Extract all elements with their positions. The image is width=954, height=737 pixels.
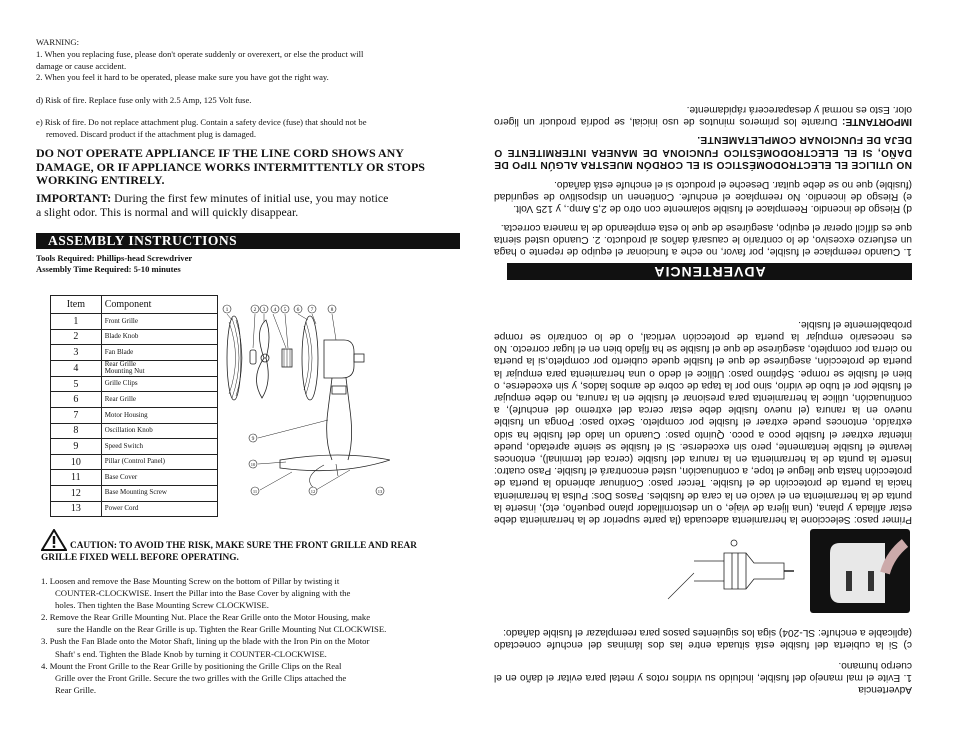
callout-1: [223, 305, 231, 313]
important-text: During the first few minutes of initial use, you may notice: [111, 191, 389, 205]
component-name: Motor Housing: [101, 407, 217, 423]
fan-blade-shape: [256, 320, 269, 398]
warning-line: damage or cause accident.: [36, 60, 127, 71]
plug-fuse-diagram: [664, 533, 794, 609]
advertencia-block-1: [494, 626, 912, 695]
table-row: [51, 314, 218, 330]
advertencia-title-bar: ADVERTENCIA: [507, 263, 912, 280]
svg-text:11: 11: [252, 489, 258, 494]
risk-e-line: removed. Discard product if the attachment plug is damaged.: [46, 128, 257, 139]
do-not-operate-warning: [36, 147, 466, 188]
no-utilice-warning: NO UTILICE EL ELECTRODOMÉSTICO SI EL CORDÓN MUESTRA ALGÚN TIPO DE DAÑO, SI EL ELECTRODOMÉSTICO FUNCIONA DE MANERA INTERMITENTE O DEJA DE FUNCIONAR COMPLETAMENTE.: [494, 134, 912, 170]
step-line: 3. Push the Fan Blade onto the Motor Shaft, lining up the blade with the Iron Pin on the Motor: [41, 636, 370, 647]
item-number: 5: [51, 376, 102, 392]
step-line: COUNTER-CLOCKWISE. Insert the Pillar into the Base Cover by aligning with the: [55, 588, 351, 599]
item-number: 6: [51, 392, 102, 408]
paragraph-e: e) Riesgo de incendio. No reemplace el enchufe. Contienen un dispositivo de seguridad (fusible) que no se debe quitar. Deseche el producto si el enchufe está dañado.: [494, 178, 912, 203]
step-line: Rear Grille.: [55, 684, 97, 695]
base-shape: [280, 455, 390, 471]
component-table: [50, 295, 218, 517]
component-name: Power Cord: [101, 501, 217, 517]
component-name: Blade Knob: [101, 329, 217, 345]
caution-line-2: GRILLE FIXED WELL BEFORE OPERATING.: [41, 553, 239, 563]
motor-housing-shape: [324, 340, 354, 378]
svg-text:10: 10: [250, 462, 256, 467]
component-name: Speed Switch: [101, 439, 217, 455]
step-line: Grille over the Front Grille. Secure the two grilles with the Grille Clips attached the: [55, 672, 347, 683]
plug-photo-image: [810, 529, 910, 613]
do-not-operate-line: DO NOT OPERATE APPLIANCE IF THE LINE CORD SHOWS ANY: [36, 146, 404, 160]
callout-8: [328, 305, 336, 313]
callout-4: [271, 305, 279, 313]
item-number: 12: [51, 485, 102, 501]
risk-e-block: [36, 117, 456, 141]
callout-2: [251, 305, 259, 313]
callout-5: [281, 305, 289, 313]
svg-text:6: 6: [296, 307, 300, 313]
component-name: Rear Grille Mounting Nut: [101, 360, 217, 376]
warning-line: 2. When you feel it hard to be operated, please make sure you have got the right way.: [36, 72, 329, 83]
warning-triangle-icon: [41, 529, 67, 551]
tools-required: Tools Required: Phillips-head Screwdriver: [36, 253, 193, 263]
table-row: [51, 392, 218, 408]
callout-9: [249, 434, 257, 442]
step-line: holes. Then tighten the Base Mounting Screw CLOCKWISE.: [55, 600, 269, 611]
replacement-steps-es: Primer paso: Seleccione la herramienta adecuada (la parte superior de la herramienta debe estar afilada y plana, (una lijera de viaje, o un destornillador plano pequeño, etc), inserte la punta de la herramienta en el vacío en la cara de fusibles. Pasos Dos: Pulsa la herramienta hacia la puerta de protección de el fusible. Tercer paso: Continuar abriendo la puerta de protección hasta que llegue el tope, a continuación, usted encontrará el fusible. Paso cuatro: Inserte la punta de la herramienta en la ranura del fusible (cerca del terminal), entonces levante el fusible lentamente, pero sin excederse. Si el fusible se siente apretado, puede intentar extraer el fusible poco a poco. Quinto paso: Cuando un lado del fusible ha sido extraído, entonces puede extraer el fusible por completo. Sexto paso: Ponga un fusible nuevo en la ranura (el nuevo fusible debe estar cerca del extremo del enchufe), a continuación, utilice la herramienta para presionar el fusible en la ranura, no debe empujar el fusible por el tubo de vidrio, sino por la tapa de cobre de ambos lados, y sin excederse, o bien el fusible se rompe. Séptimo paso: Utilice el dedo o una herramienta para empujar la puerta de protección, asegúrese de que el fusible quede cubierto por completo,si la puerta no cierra por completo, asegúrese de que el fusible se ha fijado bien en el lugar correcto. No es necesario empujar la puerta de protección vertical, o de lo contrario se rompe probablemente el fusible.: [494, 318, 912, 525]
svg-text:13: 13: [377, 489, 383, 494]
paragraph-1: 1. Evite el mal manejo del fusible, incluido su vidrios rotos y metal para evitar el daño en el cuerpo humano.: [494, 659, 912, 683]
item-number: 2: [51, 329, 102, 345]
step-line: 4. Mount the Front Grille to the Rear Grille by positioning the Grille Clips on the Real: [41, 660, 342, 671]
warning-heading: WARNING:: [36, 37, 79, 47]
table-row: [51, 407, 218, 423]
assembly-time: Assembly Time Required: 5-10 minutes: [36, 264, 181, 274]
callout-12: [309, 487, 317, 495]
step-line: 1. Loosen and remove the Base Mounting Screw on the bottom of Pillar by twisting it: [41, 576, 340, 586]
svg-text:9: 9: [251, 436, 255, 442]
importante-label: IMPORTANTE:: [842, 116, 912, 128]
do-not-operate-line: WORKING ENTIRELY.: [36, 173, 165, 187]
important-note: [36, 192, 466, 219]
svg-text:8: 8: [330, 307, 334, 313]
callout-6: [294, 305, 302, 313]
component-name: Pillar (Control Panel): [101, 454, 217, 470]
plug-photo: [810, 529, 910, 613]
svg-text:7: 7: [310, 307, 314, 313]
table-row: [51, 329, 218, 345]
step-line: 2. Remove the Rear Grille Mounting Nut. Place the Rear Grille onto the Motor Housing, make: [41, 612, 371, 623]
callout-3: [260, 305, 268, 313]
risk-d-text: d) Risk of fire. Replace fuse only with 2.5 Amp, 125 Volt fuse.: [36, 95, 252, 105]
item-number: 1: [51, 314, 102, 330]
svg-text:5: 5: [283, 307, 287, 313]
caution-line-1: CAUTION: TO AVOID THE RISK, MAKE SURE THE FRONT GRILLE AND REAR: [70, 541, 417, 551]
table-row: [51, 485, 218, 501]
warning-block: [36, 37, 456, 84]
spanish-page-rotated: [477, 0, 954, 737]
svg-text:4: 4: [273, 307, 277, 313]
component-name: Base Cover: [101, 470, 217, 486]
risk-e-line: e) Risk of fire. Do not replace attachment plug. Contain a safety device (fuse) that should not be: [36, 117, 367, 127]
paragraph-d: d) Riesgo de incendio. Reemplace el fusible solamente con otro de 2,5 Amp., y 125 Volt.: [513, 203, 912, 215]
item-number: 8: [51, 423, 102, 439]
component-name: Oscillation Knob: [101, 423, 217, 439]
pillar-shape: [327, 378, 352, 460]
do-not-operate-line: DAMAGE, OR IF APPLIANCE WORKS INTERMITTENTLY OR STOPS: [36, 159, 425, 174]
table-row: [51, 360, 218, 376]
svg-text:2: 2: [253, 307, 257, 313]
callout-11: [251, 487, 259, 495]
item-number: 13: [51, 501, 102, 517]
component-header: Component: [101, 296, 217, 314]
step-line: Shaft' s end. Tighten the Blade Knob by turning it COUNTER-CLOCKWISE.: [55, 648, 327, 659]
item-number: 3: [51, 345, 102, 361]
component-name: Fan Blade: [101, 345, 217, 361]
advertencia-block-2: [494, 103, 912, 257]
callout-7: [308, 305, 316, 313]
table-row: [51, 470, 218, 486]
item-number: 4: [51, 360, 102, 376]
item-number: 7: [51, 407, 102, 423]
warning-line: 1. When you replacing fuse, please don't operate suddenly or overexert, or else the product will: [36, 48, 364, 59]
blade-knob-shape: [250, 350, 256, 364]
step-line: sure the Handle on the Rear Grille is up. Tighten the Rear Grille Mounting Nut CLOCKWISE.: [57, 624, 387, 635]
component-name: Rear Grille: [101, 392, 217, 408]
svg-text:1: 1: [225, 307, 229, 313]
component-name: Base Mounting Screw: [101, 485, 217, 501]
svg-text:3: 3: [262, 307, 266, 313]
component-name: Front Grille: [101, 314, 217, 330]
item-number: 9: [51, 439, 102, 455]
callout-10: [249, 460, 257, 468]
table-row: [51, 501, 218, 517]
table-row: [51, 345, 218, 361]
table-header-row: [51, 296, 218, 314]
paragraph-c: c) Si la cubierta del fusible está situada entre las dos láminas del enchufe conectado (aplicable a enchufe: SL-204) siga los siguientes pasos para reemplazar el fusible dañado:: [494, 627, 912, 651]
item-number: 11: [51, 470, 102, 486]
important-text-2: a slight odor. This is normal and will quickly disappear.: [36, 204, 299, 219]
assembly-instructions-title: ASSEMBLY INSTRUCTIONS: [36, 233, 460, 249]
exploded-fan-diagram: [220, 300, 390, 500]
assembly-steps: [41, 575, 441, 696]
importante-text: Durante los primeros minutos de uso inicial, se podría producir un ligero olor. Esto es normal y desaparecerá rápidamente.: [494, 103, 912, 128]
svg-text:12: 12: [310, 489, 316, 494]
paragraph-adv: 1. Cuando reemplace el fusible, por favor, no eche a funcionar el equipo de repente o haga un esfuerzo excesivo, de lo contrario le causará daños al producto. 2. Cuando usted sienta que es difícil operar el equipo, asegúrese de que lo esta empleando de la manera correcta.: [494, 221, 912, 257]
advertencia-head: Advertencia: [858, 684, 912, 695]
callout-13: [376, 487, 384, 495]
important-label: IMPORTANT:: [36, 191, 112, 205]
rear-grille-shape: [302, 316, 318, 400]
component-name: Grille Clips: [101, 376, 217, 392]
table-row: [51, 454, 218, 470]
table-row: [51, 423, 218, 439]
item-number: 10: [51, 454, 102, 470]
item-header: Item: [51, 296, 102, 314]
table-row: [51, 376, 218, 392]
table-row: [51, 439, 218, 455]
